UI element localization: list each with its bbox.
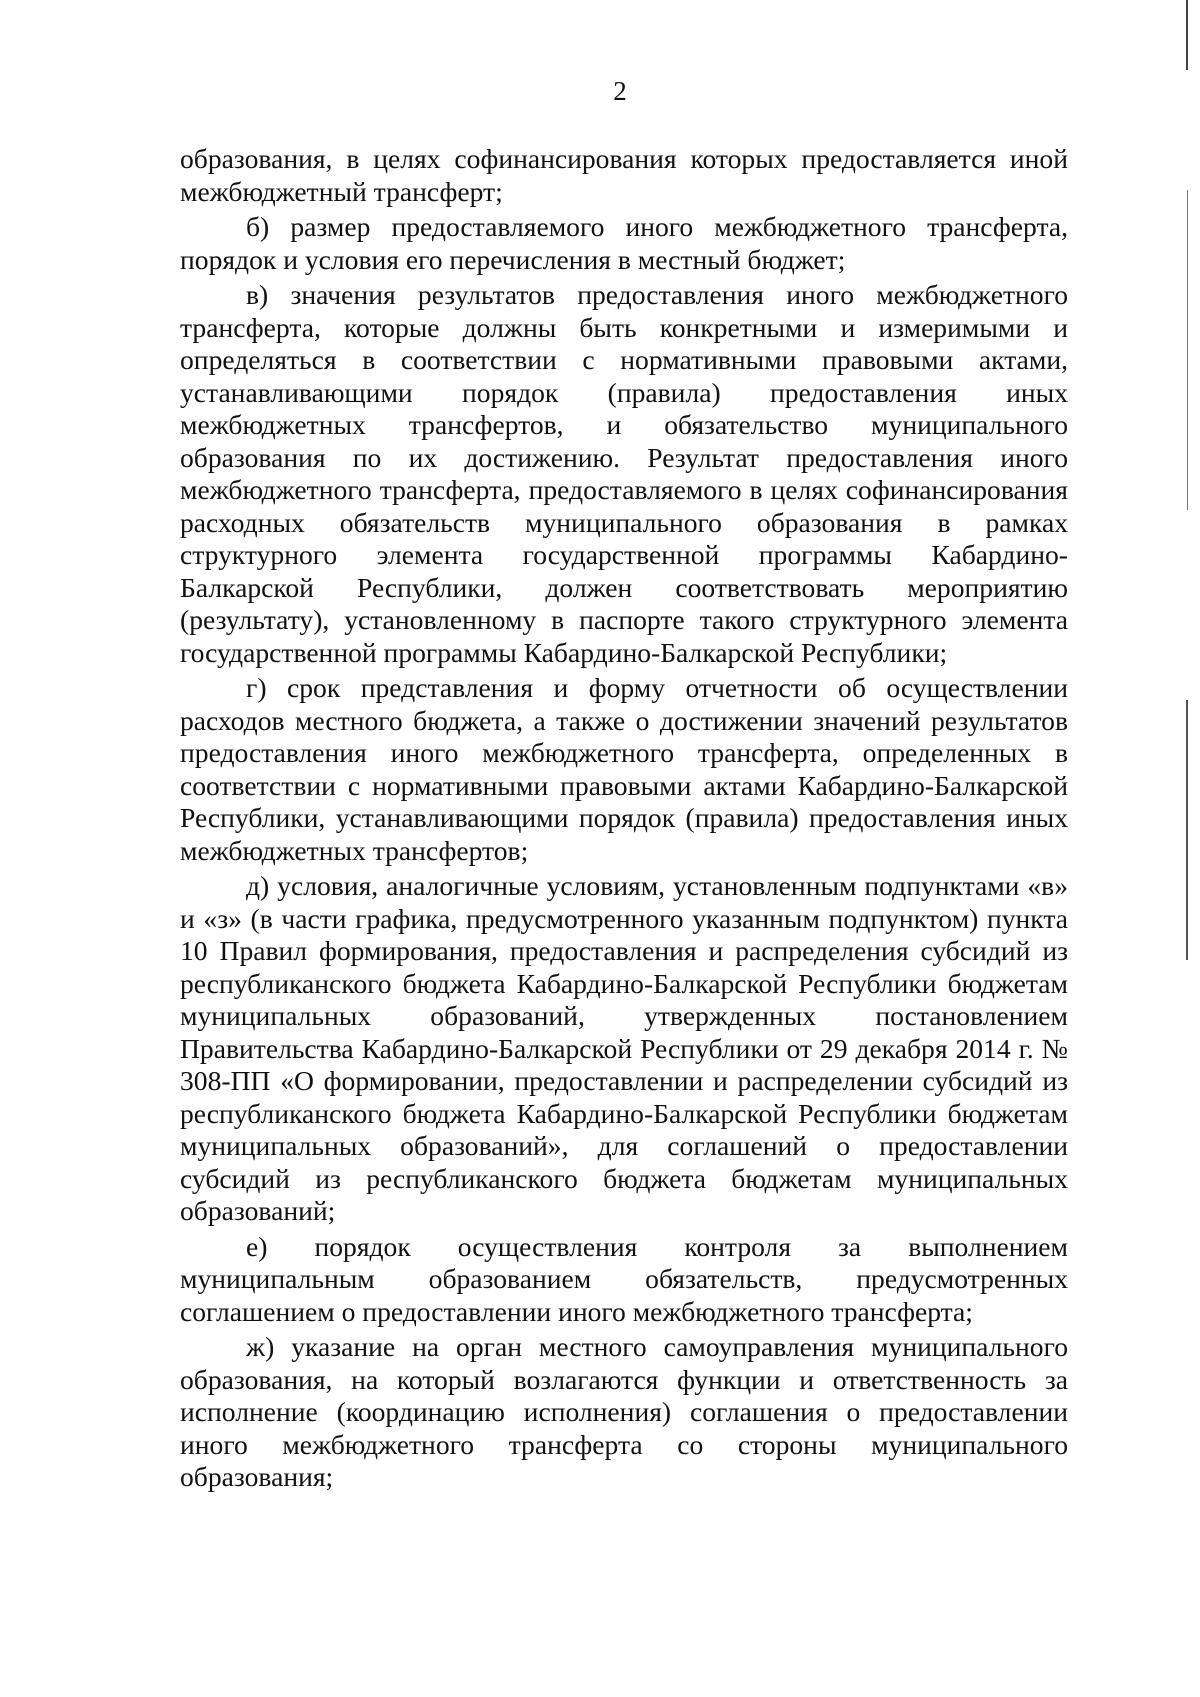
scan-edge-mark bbox=[1187, 190, 1188, 510]
scan-edge-mark bbox=[1186, 0, 1188, 70]
page-number: 2 bbox=[613, 76, 627, 106]
paragraph-item-v: в) значения результатов предоставления иного межбюджетного трансферта, которые должны быть конкретными и измеримыми и определяться в соответствии с нормативными правовыми актами, устанавливающими порядок (правила) предоставления иных межбюджетных трансфертов, и обязательство муниципального образования по их достижению. Результат предоставления иного межбюджетного трансферта, предоставляемого в целях софинансирования расходных обязательств муниципального образования в рамках структурного элемента государственной программы Кабардино-Балкарской Республики, должен соответствовать мероприятию (результату), установленному в паспорте такого структурного элемента государственной программы Кабардино-Балкарской Республики; bbox=[180, 279, 1068, 668]
paragraph-item-zh: ж) указание на орган местного самоуправления муниципального образования, на который возлагаются функции и ответственность за исполнение (координацию исполнения) соглашения о предоставлении иного межбюджетного трансферта со стороны муниципального образования; bbox=[180, 1331, 1068, 1492]
paragraph-item-b: б) размер предоставляемого иного межбюджетного трансферта, порядок и условия его перечисления в местный бюджет; bbox=[180, 211, 1068, 275]
paragraph-continuation: образования, в целях софинансирования которых предоставляется иной межбюджетный трансферт; bbox=[180, 143, 1068, 207]
paragraph-item-e: е) порядок осуществления контроля за выполнением муниципальным образованием обязательств, предусмотренных соглашением о предоставлении иного межбюджетного трансферта; bbox=[180, 1230, 1068, 1327]
document-body bbox=[180, 143, 1068, 1494]
scan-edge-mark bbox=[1186, 700, 1188, 960]
paragraph-item-d: д) условия, аналогичные условиям, установленным подпунктами «в» и «з» (в части графика, предусмотренного указанным подпунктом) пункта 10 Правил формирования, предоставления и распределения субсидий из республиканского бюджета Кабардино-Балкарской Республики бюджетам муниципальных образований, утвержденных постановлением Правительства Кабардино-Балкарской Республики от 29 декабря 2014 г. № 308-ПП «О формировании, предоставлении и распределении субсидий из республиканского бюджета Кабардино-Балкарской Республики бюджетам муниципальных образований», для соглашений о предоставлении субсидий из республиканского бюджета бюджетам муниципальных образований; bbox=[180, 870, 1068, 1226]
paragraph-item-g: г) срок представления и форму отчетности об осуществлении расходов местного бюджета, а также о достижении значений результатов предоставления иного межбюджетного трансферта, определенных в соответствии с нормативными правовыми актами Кабардино-Балкарской Республики, устанавливающими порядок (правила) предоставления иных межбюджетных трансфертов; bbox=[180, 672, 1068, 866]
